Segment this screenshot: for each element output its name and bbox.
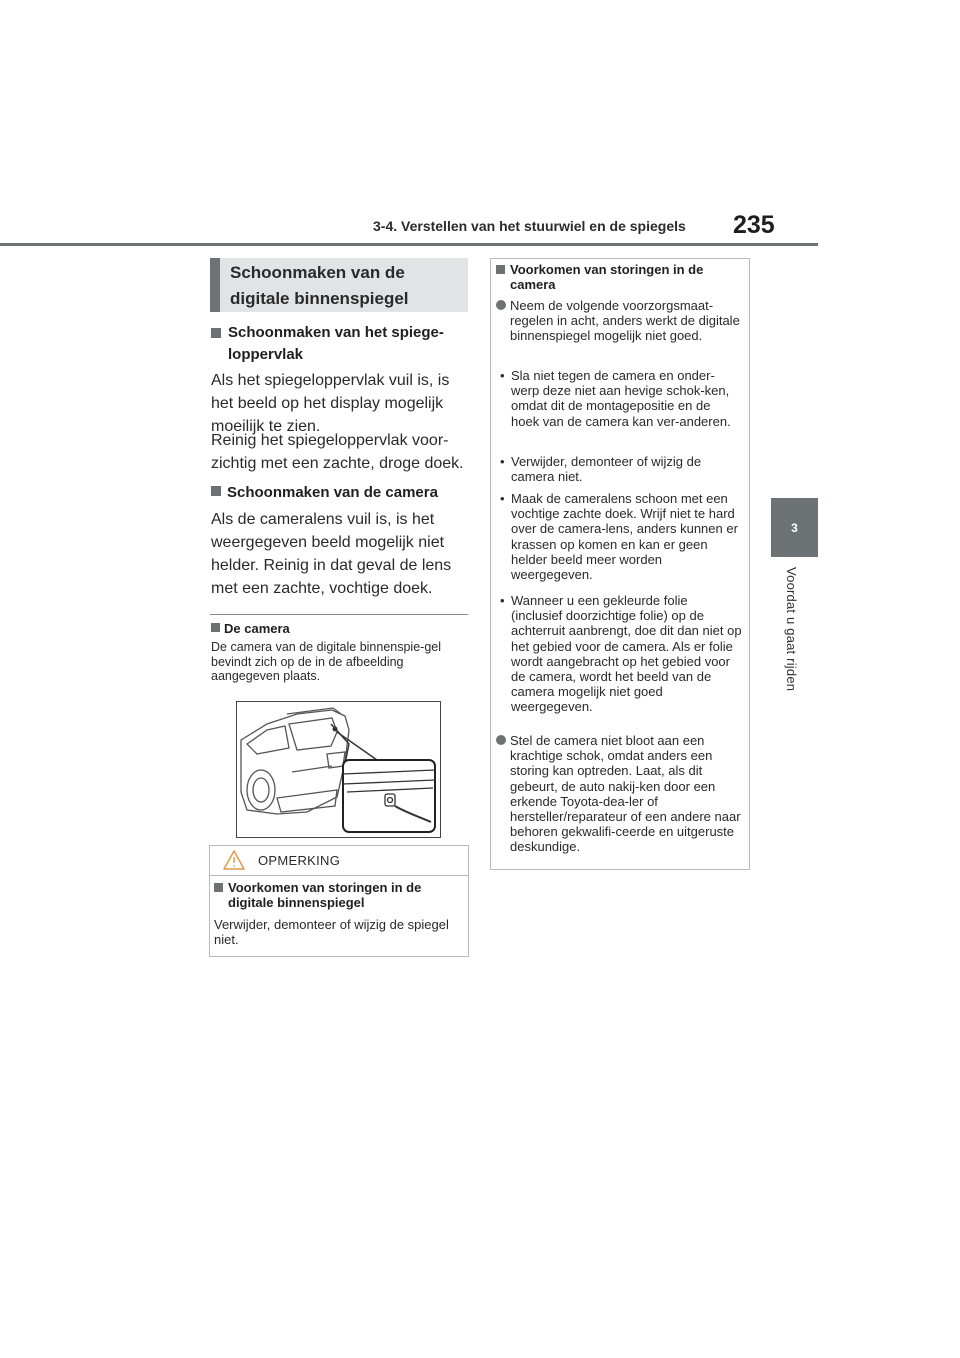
caution-bullet-2 — [496, 454, 742, 484]
subheading-mirror-surface-text: Schoonmaken van het spiege-loppervlak — [228, 324, 444, 363]
square-bullet-icon — [214, 883, 223, 892]
car-rear-illustration — [237, 702, 440, 837]
caution-item-1 — [496, 298, 742, 344]
divider — [210, 614, 468, 615]
notice-text: Verwijder, demonteer of wijzig de spiegel niet. — [214, 917, 449, 947]
square-bullet-icon — [211, 486, 221, 496]
caution-heading — [496, 262, 742, 292]
section-heading-line2: digitale binnenspiegel — [230, 289, 409, 308]
camera-location-illustration — [236, 701, 441, 838]
subheading-camera-text: Schoonmaken van de camera — [227, 484, 438, 501]
caution-bullet-1-text: Sla niet tegen de camera en onder-werp deze niet aan hevige schok-ken, omdat dit de montagepositie en de hoek van de camera kan ver-anderen. — [511, 368, 731, 429]
caution-bullet-2-text: Verwijder, demonteer of wijzig de camera niet. — [511, 454, 702, 485]
caution-bullet-4-text: Wanneer u een gekleurde folie (inclusief doorzichtige folie) op de achterruit aanbrengt, doe dit dan niet op het gebied voor de camera. Als er folie wordt aangebracht op het gebied voor de camera, wordt het beeld van de camera mogelijk niet goed weergegeven. — [511, 593, 742, 715]
note-text: De camera van de digitale binnenspie-gel bevindt zich op de in de afbeelding aangegeven plaats. — [211, 640, 442, 683]
paragraph-mirror-clean: Reinig het spiegeloppervlak voor-zichtig met een zachte, droge doek. — [211, 432, 464, 472]
caution-item-1-text: Neem de volgende voorzorgsmaat-regelen in acht, anders werkt de digitale binnenspiegel mogelijk niet goed. — [510, 298, 740, 344]
note-heading — [211, 621, 290, 636]
warning-triangle-icon — [222, 849, 246, 871]
circle-bullet-icon — [496, 735, 506, 745]
circle-bullet-icon — [496, 300, 506, 310]
subheading-camera — [211, 484, 469, 501]
caution-bullet-3 — [496, 491, 742, 582]
caution-bullet-4 — [496, 593, 742, 715]
square-bullet-icon — [211, 328, 221, 338]
notice-subheading-text: Voorkomen van storingen in de digitale binnenspiegel — [228, 880, 422, 910]
bullet-dot-icon: • — [500, 593, 505, 608]
caution-bullet-3-text: Maak de cameralens schoon met een vochtige zachte doek. Wrijf niet te hard over de camera-lens, anders kunnen er krassen op komen en kan er geen helder beeld meer worden weergegeven. — [511, 491, 738, 583]
note-heading-text: De camera — [224, 621, 290, 636]
section-heading — [210, 258, 468, 312]
notice-label: OPMERKING — [258, 853, 341, 868]
header-divider — [0, 243, 818, 246]
paragraph-mirror-dirty: Als het spiegeloppervlak vuil is, is het beeld op het display mogelijk moeilijk te zien. — [211, 372, 450, 435]
page-number: 235 — [733, 211, 775, 239]
bullet-dot-icon: • — [500, 454, 505, 469]
chapter-label: Voordat u gaat rijden — [784, 567, 799, 692]
bullet-dot-icon: • — [500, 491, 505, 506]
square-bullet-icon — [496, 265, 505, 274]
chapter-tab-number: 3 — [791, 520, 798, 535]
caution-item-2-text: Stel de camera niet bloot aan een krachtige schok, omdat anders een storing kan optreden. Laat, als dit gebeurt, de auto nakij-ken door een erkende Toyota-dea-ler of hersteller/reparateur of een andere naar behoren gekwalifi-ceerde en uitgeruste deskundige. — [510, 733, 741, 855]
notice-subheading — [214, 880, 464, 910]
caution-item-2 — [496, 733, 742, 855]
section-title: 3-4. Verstellen van het stuurwiel en de spiegels — [373, 218, 686, 234]
caution-bullet-1 — [496, 368, 742, 429]
caution-heading-text: Voorkomen van storingen in de camera — [510, 262, 704, 293]
chapter-tab — [771, 498, 818, 557]
subheading-mirror-surface — [211, 322, 467, 366]
square-bullet-icon — [211, 623, 220, 632]
bullet-dot-icon: • — [500, 368, 505, 383]
section-heading-line1: Schoonmaken van de — [230, 263, 405, 282]
paragraph-camera-clean: Als de cameralens vuil is, is het weergegeven beeld mogelijk niet helder. Reinig in dat geval de lens met een zachte, vochtige doek. — [211, 511, 452, 597]
